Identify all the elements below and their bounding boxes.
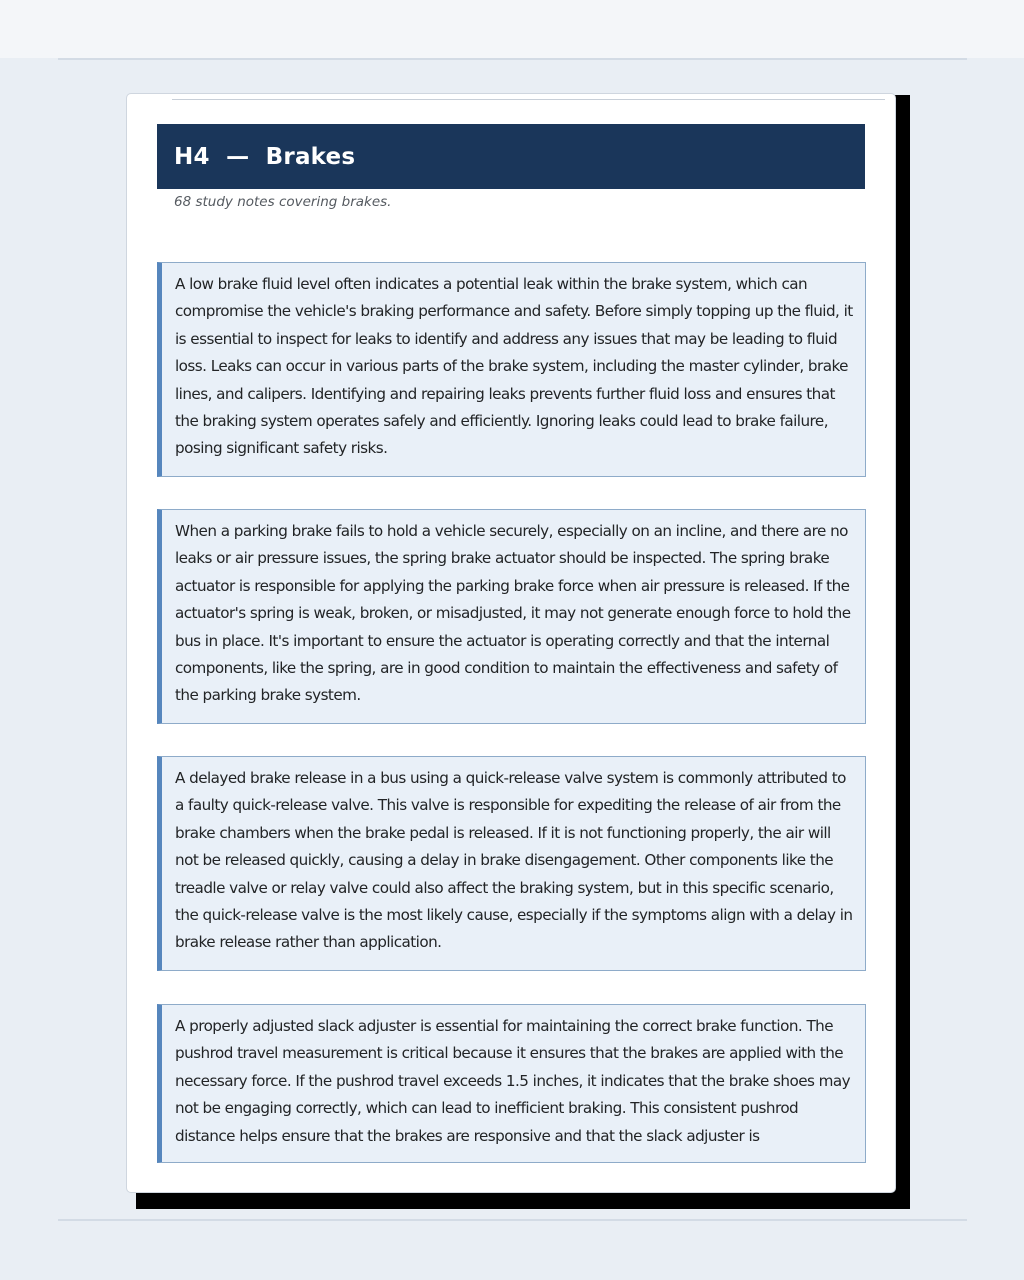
page-subtitle: 68 study notes covering brakes. (174, 194, 392, 210)
study-note (157, 1004, 866, 1163)
study-note (157, 262, 866, 477)
study-note-text: A properly adjusted slack adjuster is essential for maintaining the correct brake function. The pushrod travel measurement is critical because it ensures that the brakes are applied with the necessary force. If the pushrod travel exceeds 1.5 inches, it indicates that the brake shoes may not be engaging correctly, which can lead to inefficient braking. This consistent pushrod distance helps ensure that the brakes are responsive and that the slack adjuster is (175, 1017, 851, 1145)
bottom-divider (58, 1219, 967, 1221)
study-note (157, 509, 866, 724)
section-header (157, 124, 865, 189)
top-divider (58, 58, 967, 60)
top-band (0, 0, 1024, 58)
study-note-text: A delayed brake release in a bus using a quick-release valve system is commonly attributed to a faulty quick-release valve. This valve is responsible for expediting the release of air from the brake chambers when the brake pedal is released. If it is not functioning properly, the air will not be released quickly, causing a delay in brake disengagement. Other components like the treadle valve or relay valve could also affect the braking system, but in this specific scenario, the quick-release valve is the most likely cause, especially if the symptoms align with a delay in brake release rather than application. (175, 769, 853, 952)
study-note (157, 756, 866, 971)
page-title: H4 — Brakes (174, 143, 356, 170)
study-note-text: A low brake fluid level often indicates a potential leak within the brake system, which can compromise the vehicle's braking performance and safety. Before simply topping up the fluid, it is essential to inspect for leaks to identify and address any issues that may be leading to fluid loss. Leaks can occur in various parts of the brake system, including the master cylinder, brake lines, and calipers. Identifying and repairing leaks prevents further fluid loss and ensures that the braking system operates safely and efficiently. Ignoring leaks could lead to brake failure, posing significant safety risks. (175, 275, 853, 458)
page-top-rule (172, 99, 885, 100)
document-page (126, 93, 896, 1193)
study-note-text: When a parking brake fails to hold a vehicle securely, especially on an incline, and there are no leaks or air pressure issues, the spring brake actuator should be inspected. The spring brake actuator is responsible for applying the parking brake force when air pressure is released. If the actuator's spring is weak, broken, or misadjusted, it may not generate enough force to hold the bus in place. It's important to ensure the actuator is operating correctly and that the internal components, like the spring, are in good condition to maintain the effectiveness and safety of the parking brake system. (175, 522, 851, 705)
